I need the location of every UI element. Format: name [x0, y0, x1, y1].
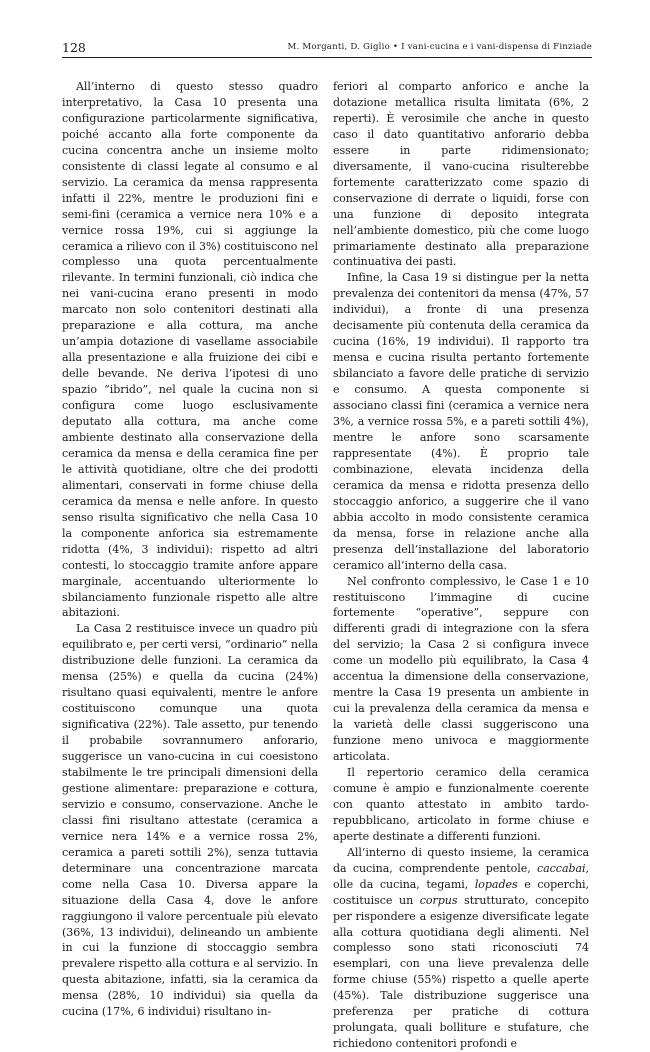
paragraph: Il repertorio ceramico della ceramica comune è ampio e funzionalmente coerente con quanto attestato in ambito tardo-repubblicano, articolato in forme chiuse e aperte destinate a differenti funzioni. — [333, 765, 589, 843]
paragraph: La Casa 2 restituisce invece un quadro più equilibrato e, per certi versi, “ordinario” nella distribuzione delle funzioni. La ceramica da mensa (25%) e quella da cucina (24%) risultano quasi equivalenti, mentre le anfore costituiscono comunque una quota significativa (22%). Tale assetto, pur tenendo il probabile sovrannumero anforario, suggerisce un vano-cucina in cui coesistono stabilmente le tre principali dimensioni della gestione alimentare: preparazione e cottura, servizio e consumo, conservazione. Anche le classi fini risultano attestate (ceramica a vernice nera 14% e a vernice rossa 2%, ceramica a pareti sottili 2%), senza tuttavia determinare una concentrazione marcata come nella Casa 10. Diversa appare la situazione della Casa 4, dove le anfore raggiungono il valore percentuale più elevato (36%, 13 individui), delineando un ambiente in cui la funzione di stoccaggio sembra prevalere rispetto alla cottura e al servizio. In questa abitazione, infatti, sia la ceramica da mensa (28%, 10 individui) sia quella da cucina (17%, 6 individui) risultano in- — [62, 622, 318, 1019]
page-number: 128 — [62, 40, 86, 55]
page-header — [62, 38, 592, 58]
running-head: M. Morganti, D. Giglio • I vani-cucina e i vani-dispensa di Finziade — [287, 42, 592, 52]
paragraph: Nel confronto complessivo, le Case 1 e 10 restituiscono l’immagine di cucine fortemente “operative”, seppure con differenti gradi di integrazione con la sfera del servizio; la Casa 2 si configura invece come un modello più equilibrato, la Casa 4 accentua la dimensione della conservazione, mentre la Casa 19 presenta un ambiente in cui la prevalenza della ceramica da mensa e la varietà delle classi suggeriscono una funzione meno univoca e maggiormente articolata. — [333, 574, 589, 764]
right-column — [333, 79, 589, 1052]
paragraph: Infine, la Casa 19 si distingue per la netta prevalenza dei contenitori da mensa (47%, 57 individui), a fronte di una presenza decisamente più contenuta della ceramica da cucina (16%, 19 individui). Il rapporto tra mensa e cucina risulta pertanto fortemente sbilanciato a favore delle pratiche di servizio e consumo. A questa componente si associano classi fini (ceramica a vernice nera 3%, a vernice rossa 5%, e a pareti sottili 4%), mentre le anfore sono scarsamente rappresentate (4%). È proprio tale combinazione, elevata incidenza della ceramica da mensa e ridotta presenza dello stoccaggio anforico, a suggerire che il vano abbia accolto in modo consistente ceramica da mensa, forse in relazione anche alla presenza dell’installazione del laboratorio ceramico all’interno della casa. — [333, 271, 589, 572]
header-rule — [62, 57, 592, 58]
paragraph-continuation: feriori al comparto anforico e anche la dotazione metallica risulta limitata (6%, 2 reperti). È verosimile che anche in questo caso il dato quantitativo anforario debba essere in parte ridimensionato; diversamente, il vano-cucina risulterebbe fortemente caratterizzato come spazio di conservazione di derrate o liquidi, forse con una funzione di deposito integrata nell’ambiente domestico, più che come luogo primariamente destinato alla preparazione continuativa dei pasti. — [333, 80, 589, 269]
left-column — [62, 79, 318, 1020]
paragraph: All’interno di questo insieme, la ceramica da cucina, comprendente pentole, caccabai, olle da cucina, tegami, lopades e coperchi, costituisce un corpus strutturato, concepito per rispondere a esigenze diversificate legate alla cottura quotidiana degli alimenti. Nel complesso sono stati riconosciuti 74 esemplari, con una lieve prevalenza delle forme chiuse (55%) rispetto a quelle aperte (45%). Tale distribuzione suggerisce una preferenza per pratiche di cottura prolungata, quali bolliture e stufature, che richiedono contenitori profondi e — [333, 845, 589, 1051]
paragraph: All’interno di questo stesso quadro interpretativo, la Casa 10 presenta una configurazione particolarmente significativa, poiché accanto alla forte componente da cucina concentra anche un insieme molto consistente di classi legate al consumo e al servizio. La ceramica da mensa rappresenta infatti il 22%, mentre le produzioni fini e semi-fini (ceramica a vernice nera 10% e a vernice rossa 19%, cui si aggiunge la ceramica a rilievo con il 3%) costituiscono nel complesso una quota percentualmente rilevante. In termini funzionali, ciò indica che nei vani-cucina erano presenti in modo marcato non solo contenitori destinati alla preparazione e alla cottura, ma anche un’ampia dotazione di vasellame associabile alla presentazione e alla fruizione dei cibi e delle bevande. Ne deriva l’ipotesi di uno spazio “ibrido”, nel quale la cucina non si configura come luogo esclusivamente deputato alla cottura, ma anche come ambiente destinato alla conservazione della ceramica da mensa e della ceramica fine per le attività quotidiane, oltre che dei prodotti alimentari, conservati in forme chiuse della ceramica da mensa e nelle anfore. In questo senso risulta significativo che nella Casa 10 la componente anforica sia estremamente ridotta (4%, 3 individui): rispetto ad altri contesti, lo stoccaggio tramite anfore appare marginale, accentuando ulteriormente lo sbilanciamento funzionale rispetto alle altre abitazioni. — [62, 80, 318, 620]
